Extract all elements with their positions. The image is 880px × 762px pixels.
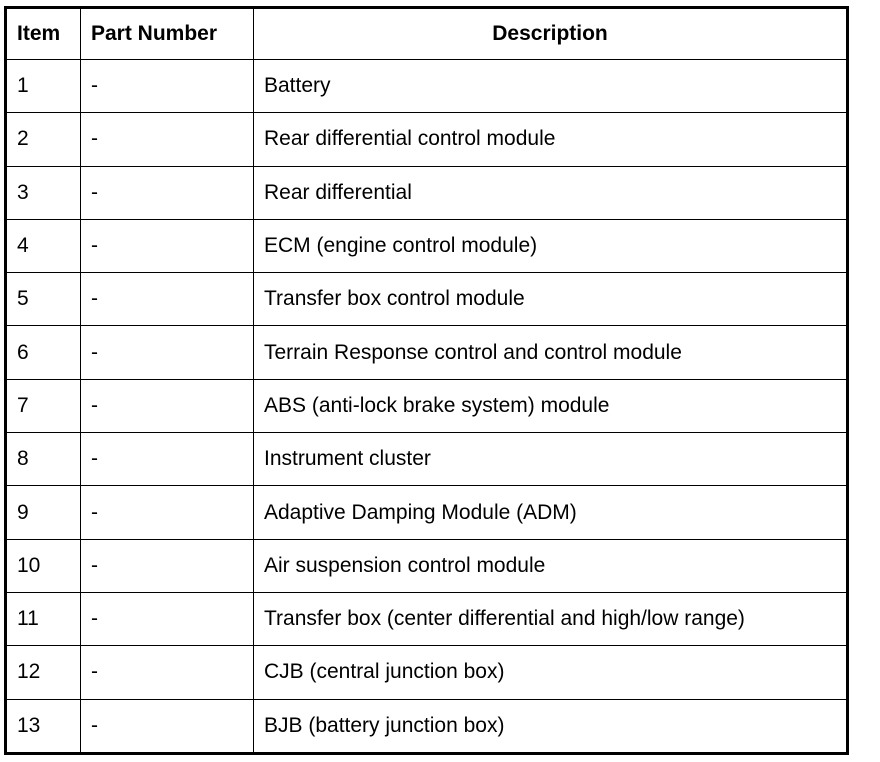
item-cell: 3: [6, 166, 81, 219]
description-cell: Battery: [254, 60, 848, 113]
column-header-item: Item: [6, 8, 81, 60]
description-cell: BJB (battery junction box): [254, 699, 848, 753]
part-number-cell: -: [81, 592, 254, 645]
table-body: [6, 60, 848, 754]
parts-table: [4, 6, 849, 755]
table-row: [6, 486, 848, 539]
description-cell: CJB (central junction box): [254, 646, 848, 699]
description-cell: Transfer box control module: [254, 273, 848, 326]
table-row: [6, 433, 848, 486]
item-cell: 12: [6, 646, 81, 699]
description-cell: Rear differential: [254, 166, 848, 219]
description-cell: ECM (engine control module): [254, 219, 848, 272]
part-number-cell: -: [81, 166, 254, 219]
description-cell: Instrument cluster: [254, 433, 848, 486]
item-cell: 10: [6, 539, 81, 592]
column-header-part-number: Part Number: [81, 8, 254, 60]
description-cell: Air suspension control module: [254, 539, 848, 592]
part-number-cell: -: [81, 113, 254, 166]
table-row: [6, 539, 848, 592]
table-row: [6, 699, 848, 753]
description-cell: Transfer box (center differential and high/low range): [254, 592, 848, 645]
table-row: [6, 219, 848, 272]
part-number-cell: -: [81, 326, 254, 379]
table-row: [6, 60, 848, 113]
item-cell: 6: [6, 326, 81, 379]
description-cell: Adaptive Damping Module (ADM): [254, 486, 848, 539]
item-cell: 11: [6, 592, 81, 645]
part-number-cell: -: [81, 699, 254, 753]
column-header-description: Description: [254, 8, 848, 60]
table-row: [6, 166, 848, 219]
description-cell: ABS (anti-lock brake system) module: [254, 379, 848, 432]
item-cell: 8: [6, 433, 81, 486]
item-cell: 9: [6, 486, 81, 539]
item-cell: 7: [6, 379, 81, 432]
item-cell: 13: [6, 699, 81, 753]
table-row: [6, 273, 848, 326]
description-cell: Rear differential control module: [254, 113, 848, 166]
table-row: [6, 326, 848, 379]
part-number-cell: -: [81, 379, 254, 432]
part-number-cell: -: [81, 433, 254, 486]
part-number-cell: -: [81, 539, 254, 592]
part-number-cell: -: [81, 646, 254, 699]
item-cell: 4: [6, 219, 81, 272]
part-number-cell: -: [81, 273, 254, 326]
table-row: [6, 592, 848, 645]
item-cell: 5: [6, 273, 81, 326]
item-cell: 2: [6, 113, 81, 166]
description-cell: Terrain Response control and control module: [254, 326, 848, 379]
item-cell: 1: [6, 60, 81, 113]
part-number-cell: -: [81, 219, 254, 272]
table-row: [6, 113, 848, 166]
table-row: [6, 379, 848, 432]
part-number-cell: -: [81, 60, 254, 113]
part-number-cell: -: [81, 486, 254, 539]
table-row: [6, 646, 848, 699]
table-header-row: [6, 8, 848, 60]
